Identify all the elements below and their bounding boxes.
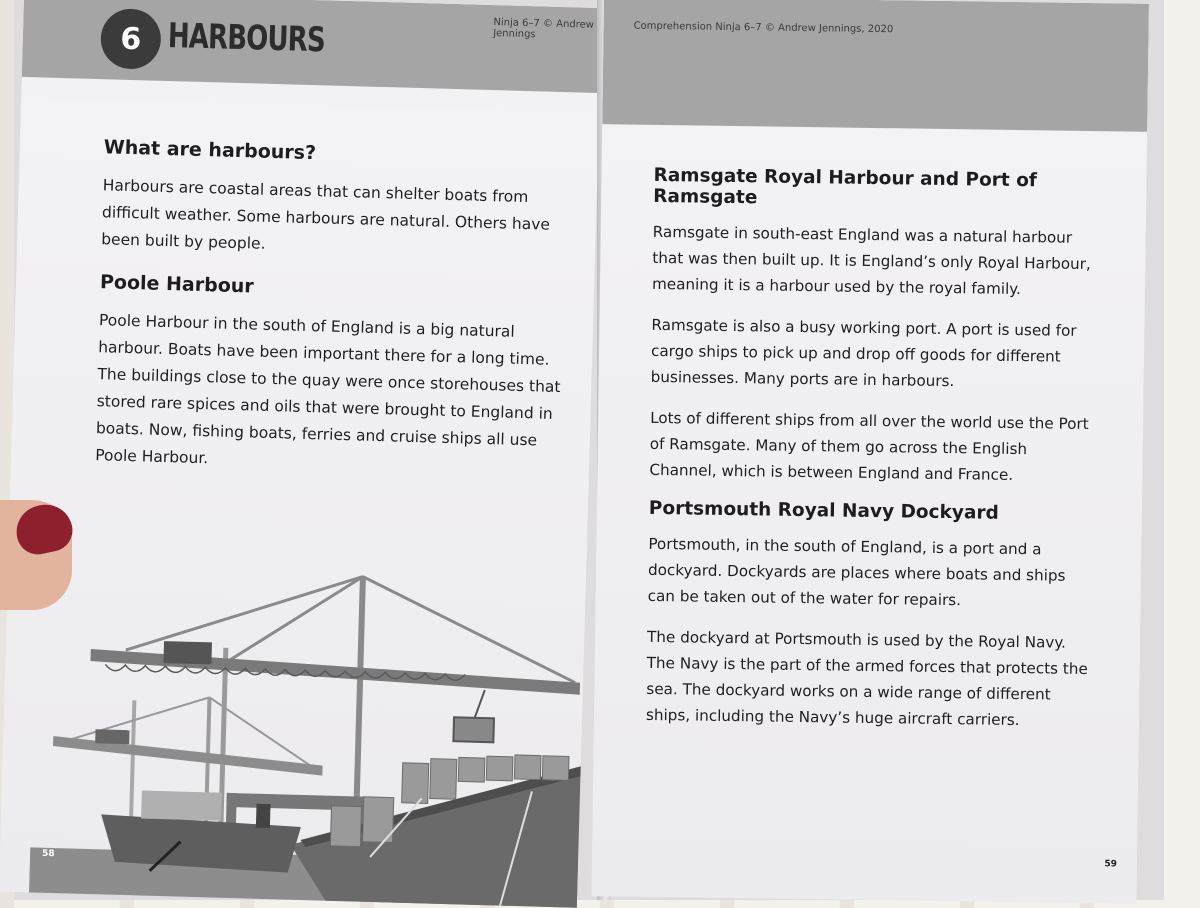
open-workbook [14,0,1164,900]
paragraph-ramsgate-2: Ramsgate is also a busy working port. A port is used for cargo ships to pick up and drop off goods for different businesses. Many ports are in harbours. [650,315,1077,391]
right-running-header: Comprehension Ninja 6–7 © Andrew Jennings, 2020 [633,20,894,36]
chapter-number-badge: 6 [100,8,162,70]
paragraph-portsmouth-1: Portsmouth, in the south of England, is a port and a dockyard. Dockyards are places where boats and ships can be taken out of the water for repairs. [647,534,1066,610]
section-heading-poole-harbour: Poole Harbour [99,271,254,298]
right-page-number: 59 [1104,859,1118,870]
chapter-title: HARBOURS [167,15,326,61]
right-page [591,0,1149,904]
section-heading-ramsgate: Ramsgate Royal Harbour and Port of Ramsgate [653,164,1038,209]
paragraph-what-are-harbours: Harbours are coastal areas that can shelter boats from difficult weather. Some harbours are natural. Others have been built by people. [100,176,551,253]
paragraph-portsmouth-2: The dockyard at Portsmouth is used by the Royal Navy. The Navy is the part of the armed forces that protects the sea. The dockyard works on a wide range of different ships, including the Navy’s huge aircraft carriers. [645,627,1088,730]
paragraph-poole-harbour: Poole Harbour in the south of England is a big natural harbour. Boats have been important there for a long time. The buildings close to the quay were once storehouses that stored rare spices and oils that were brought to England in boats. Now, fishing boats, ferries and cruise ships all use Poole Harbour. [94,311,561,468]
harbour-cranes-and-cargo-ship-icon [29,548,589,908]
section-heading-what-are-harbours: What are harbours? [103,136,317,165]
paragraph-ramsgate-1: Ramsgate in south-east England was a natural harbour that was then built up. It is England’s only Royal Harbour, meaning it is a harbour used by the royal family. [651,222,1091,299]
section-heading-portsmouth: Portsmouth Royal Navy Dockyard [648,497,999,524]
left-page-content [94,136,574,500]
paragraph-ramsgate-3: Lots of different ships from all over the world use the Port of Ramsgate. Many of them go across the English Channel, which is between England and France. [649,408,1089,484]
right-page-content [646,165,1099,749]
left-page-number: 58 [41,848,55,860]
left-running-header: Ninja 6–7 © Andrew Jennings [492,17,595,41]
right-header-band [602,0,1149,132]
